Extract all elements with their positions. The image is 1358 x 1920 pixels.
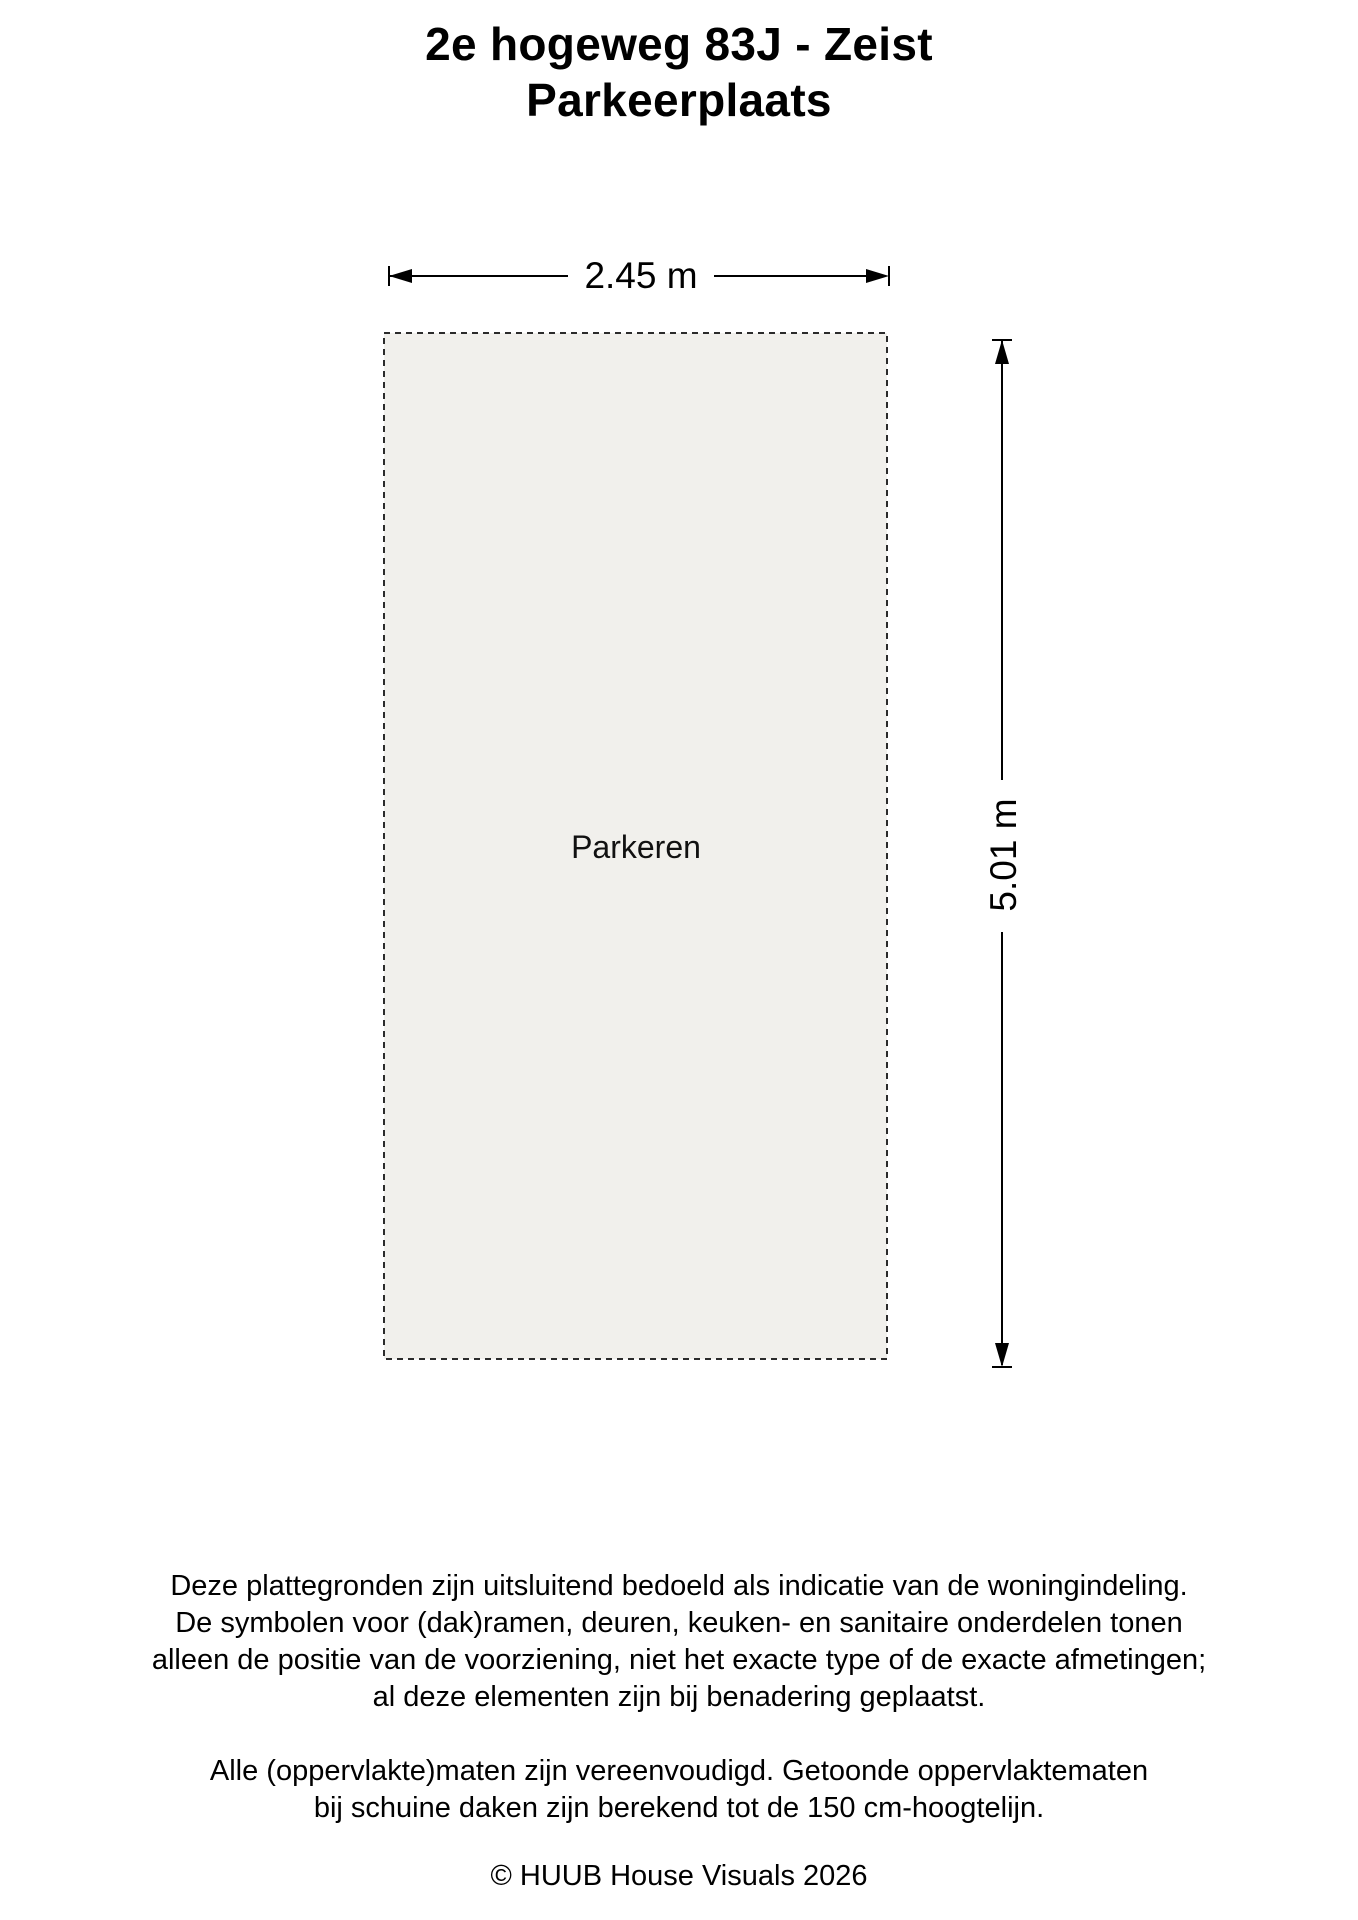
disclaimer (0, 1568, 1358, 1827)
arrow-up-icon (995, 340, 1009, 364)
disclaimer-line: bij schuine daken zijn berekend tot de 150 cm-hoogtelijn. (313, 1792, 1045, 1824)
page-subtitle: Parkeerplaats (526, 74, 832, 126)
page-title: 2e hogeweg 83J - Zeist (425, 18, 933, 70)
length-label: 5.01 m (983, 798, 1024, 912)
paragraph-gap (0, 1716, 1358, 1753)
width-label: 2.45 m (584, 255, 698, 296)
arrow-down-icon (995, 1343, 1009, 1367)
arrow-right-icon (866, 269, 889, 283)
disclaimer-line: al deze elementen zijn bij benadering geplaatst. (372, 1681, 986, 1713)
disclaimer-line: Deze plattegronden zijn uitsluitend bedoeld als indicatie van de woningindeling. (170, 1570, 1188, 1602)
room-label: Parkeren (571, 829, 701, 865)
disclaimer-line: alleen de positie van de voorziening, niet het exacte type of de exacte afmetingen; (151, 1644, 1207, 1676)
disclaimer-line: De symbolen voor (dak)ramen, deuren, keuken- en sanitaire onderdelen tonen (175, 1607, 1183, 1639)
copyright-notice: © HUUB House Visuals 2026 (490, 1860, 868, 1892)
disclaimer-line: Alle (oppervlakte)maten zijn vereenvoudigd. Getoonde oppervlaktematen (209, 1755, 1149, 1787)
arrow-left-icon (389, 269, 412, 283)
